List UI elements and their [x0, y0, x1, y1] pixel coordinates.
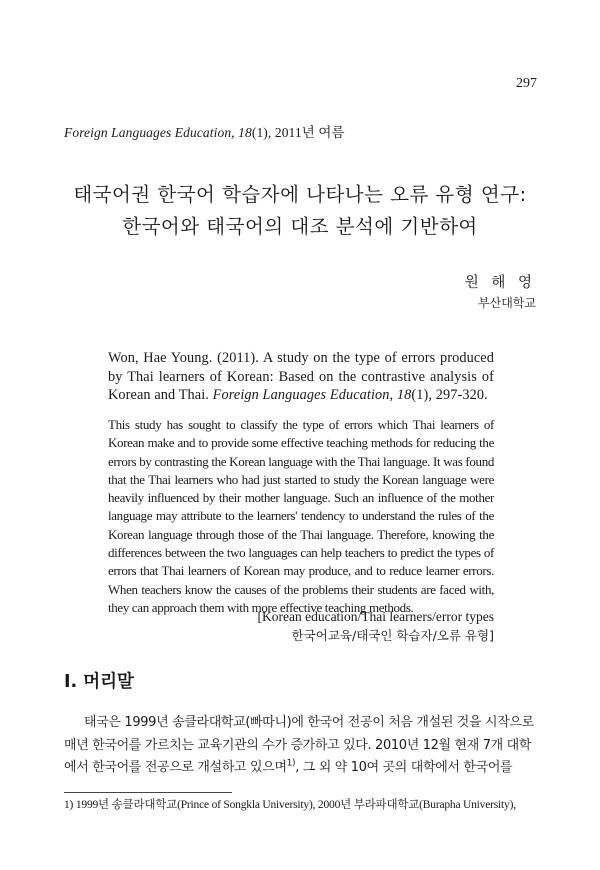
reference-citation [108, 349, 494, 405]
citation-text: Won, Hae Young. (2011). A study on the type of errors produced by Thai learners of Korean: Based on the contrastive analysis of Korean and Thai. [108, 350, 494, 403]
footnote-marker[interactable]: 1) [286, 758, 296, 769]
footnote: 1) 1999년 송클라대학교(Prince of Songkla University), 2000년 부라파대학교(Burapha University), [64, 799, 516, 811]
footnote-divider [64, 792, 232, 793]
citation-volume: 18 [396, 387, 412, 403]
body-paragraph [64, 712, 536, 780]
page-number: 297 [516, 76, 537, 91]
citation-pages: (1), 297-320. [411, 387, 488, 403]
journal-name: Foreign Languages Education, [64, 125, 235, 140]
body-line: 매년 한국어를 가르치는 교육기관의 수가 증가하고 있다. 2010년 12월 현재 7개 대학 [64, 737, 532, 753]
citation-journal: Foreign Languages Education, [212, 387, 394, 403]
keywords-english: [Korean education/Thai learners/error types [257, 609, 494, 624]
journal-volume: 18 [238, 125, 252, 140]
abstract: This study has sought to classify the type of errors which Thai learners of Korean make and to provide some effective teaching methods for reducing the errors by contrasting the Korean language with the Thai language. It was found that the Thai learners who had just started to study the Korean language were heavily influenced by their mother language. Such an influence of the mother language may attribute to the learners' tendency to understand the rules of the Korean language through those of the Thai language. Therefore, knowing the differences between the two languages can help teachers to predict the types of errors that Thai learners of Korean may produce, and to reduce learner errors. When teachers know the causes of the problems their students are faced with, they can approach them with more effective teaching methods. [108, 417, 494, 615]
paper-title-line-2: 한국어와 태국어의 대조 분석에 기반하여 [122, 215, 478, 238]
author-affiliation: 부산대학교 [478, 296, 536, 310]
journal-citation-header [64, 121, 345, 141]
body-line: 태국은 1999년 송클라대학교(빠따니)에 한국어 전공이 처음 개설된 것을 시작으로 [84, 715, 534, 730]
body-line-text: , 그 외 약 10여 곳의 대학에서 한국어를 [295, 760, 513, 775]
journal-issue: (1), 2011년 여름 [251, 125, 345, 140]
keywords-korean: 한국어교육/태국인 학습자/오류 유형] [291, 628, 494, 643]
body-line [64, 757, 536, 780]
author-name: 원 해 영 [464, 275, 536, 291]
paper-title-line-1: 태국어권 한국어 학습자에 나타나는 오류 유형 연구: [73, 183, 527, 206]
body-line-text: 에서 한국어를 전공으로 개설하고 있으며 [64, 760, 287, 775]
keywords [257, 607, 494, 645]
section-heading: I. 머리말 [64, 672, 134, 692]
